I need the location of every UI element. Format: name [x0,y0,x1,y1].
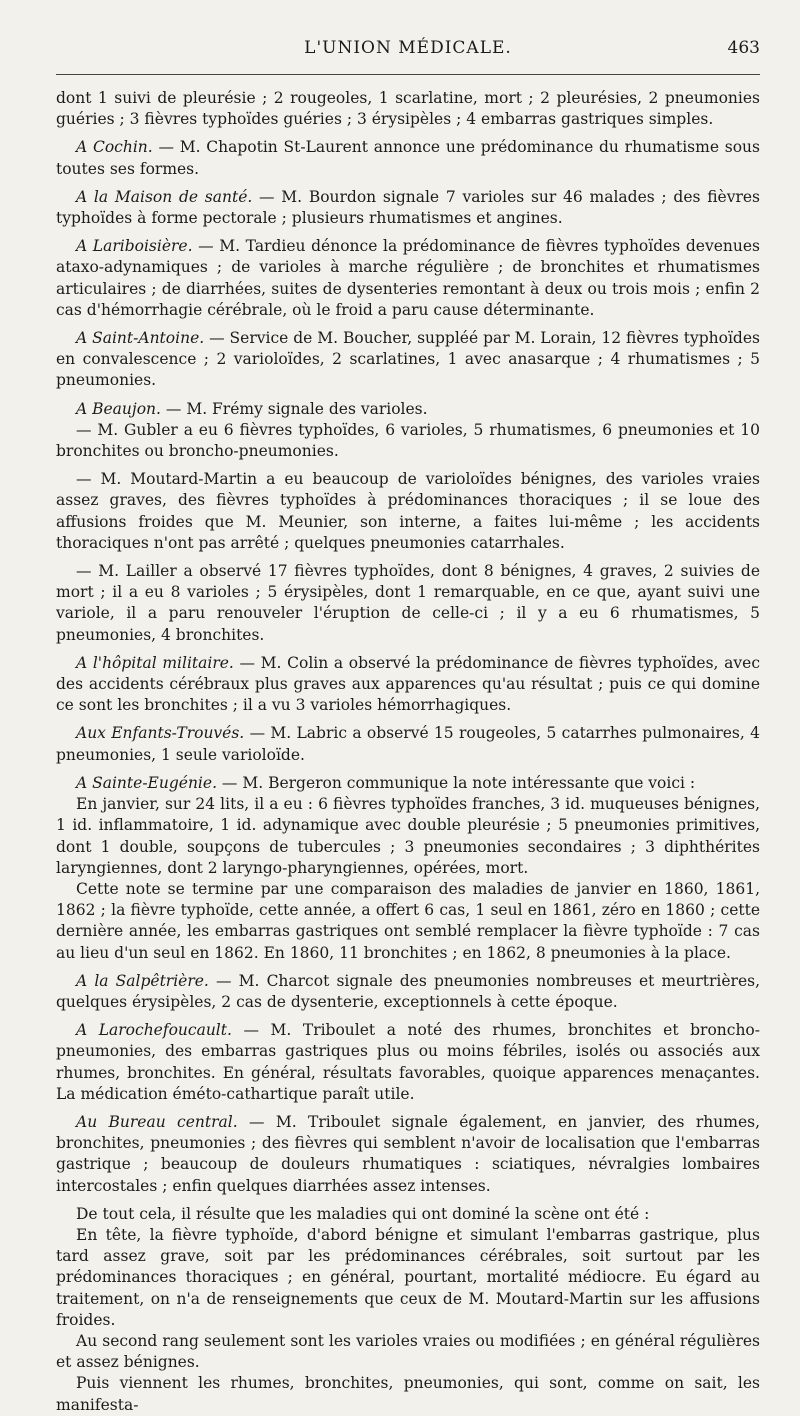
paragraph: dont 1 suivi de pleurésie ; 2 rougeoles, 1 scarlatine, mort ; 2 pleurésies, 2 pneumonies guéries ; 3 fièvres typhoïdes guéries ; 3 érysipèles ; 4 embarras gastriques simples. [56,89,760,129]
paragraph: A la Salpêtrière. — M. Charcot signale des pneumonies nombreuses et meurtrières, quelques érysipèles, 2 cas de dysenterie, exceptionnels à cette époque. [56,971,760,1011]
paragraph: En tête, la fièvre typhoïde, d'abord bénigne et simulant l'embarras gastrique, plus tard assez grave, soit par les prédominances cérébrales, soit surtout par les prédominances thoraciques ; en général, pourtant, mortalité médiocre. Eu égard au traitement, on n'a de renseignements que ceux de M. Moutard-Martin sur les affusions froides. [56,1225,760,1329]
paragraph: A Larochefoucault. — M. Triboulet a noté des rhumes, bronchites et broncho-pneumonies, des embarras gastriques plus ou moins fébriles, isolés ou associés aux rhumes, bronchites. En général, résultats favorables, quoique apparences menaçantes. La médication éméto-cathartique paraît utile. [56,1021,760,1103]
paragraph: A Lariboisière. — M. Tardieu dénonce la prédominance de fièvres typhoïdes devenues ataxo-adynamiques ; de varioles à marche régulière ; de bronchites et rhumatismes articulaires ; de diarrhées, suites de dysenteries remontant à deux ou trois mois ; enfin 2 cas d'hémorrhagie cérébrale, où le froid a paru cause déterminante. [56,237,760,319]
paragraph: A Saint-Antoine. — Service de M. Boucher, suppléé par M. Lorain, 12 fièvres typhoïdes en convalescence ; 2 varioloïdes, 2 scarlatines, 1 avec anasarque ; 4 rhumatismes ; 5 pneumonies. [56,329,760,390]
paragraph: Au Bureau central. — M. Triboulet signale également, en janvier, des rhumes, bronchites, pneumonies ; des fièvres qui semblent n'avoir de localisation que l'embarras gastrique ; beaucoup de douleurs rhumatiques : sciatiques, névralgies lombaires intercostales ; enfin quelques diarrhées assez intenses. [56,1112,760,1195]
page-header [56,38,760,68]
paragraph: Aux Enfants-Trouvés. — M. Labric a observé 15 rougeoles, 5 catarrhes pulmonaires, 4 pneumonies, 1 seule varioloïde. [56,724,760,764]
paragraph: Au second rang seulement sont les varioles vraies ou modifiées ; en général régulières et assez bénignes. [56,1331,760,1372]
paragraph: Puis viennent les rhumes, bronchites, pneumonies, qui sont, comme on sait, les manifesta- [56,1374,760,1414]
paragraph: A l'hôpital militaire. — M. Colin a observé la prédominance de fièvres typhoïdes, avec des accidents cérébraux plus graves aux apparences qu'au résultat ; puis ce qui domine ce sont les bronchites ; il a vu 3 varioles hémorrhagiques. [56,653,760,715]
paragraph: A Sainte-Eugénie. — M. Bergeron communique la note intéressante que voici : [76,773,696,792]
paragraph: A la Maison de santé. — M. Bourdon signale 7 varioles sur 46 malades ; des fièvres typhoïdes à forme pectorale ; plusieurs rhumatismes et angines. [56,187,760,228]
paragraph: — M. Moutard-Martin a eu beaucoup de varioloïdes bénignes, des varioles vraies assez graves, des fièvres typhoïdes à prédominances thoraciques ; il se loue des affusions froides que M. Meunier, son interne, a faites lui-même ; les accidents thoraciques n'ont pas arrêté ; quelques pneumonies catarrhales. [56,470,760,552]
page-number: 463 [727,38,760,58]
paragraph: En janvier, sur 24 lits, il a eu : 6 fièvres typhoïdes franches, 3 id. muqueuses bénignes, 1 id. inflammatoire, 1 id. adynamique avec double pleurésie ; 5 pneumonies primitives, dont 1 double, soupçons de tubercules ; 3 pneumonies secondaires ; 3 diphthérites laryngiennes, dont 2 laryngo-pharyngiennes, opérées, mort. [56,795,760,877]
paragraph: — M. Lailler a observé 17 fièvres typhoïdes, dont 8 bénignes, 4 graves, 2 suivies de mort ; il a eu 8 varioles ; 5 érysipèles, dont 1 remarquable, en ce que, ayant suivi une variole, il a paru renouveler l'éruption de celle-ci ; il y a eu 6 rhumatismes, 5 pneumonies, 4 bronchites. [56,562,760,644]
running-title: L'UNION MÉDICALE. [304,38,512,58]
paragraph: A Cochin. — M. Chapotin St-Laurent annonce une prédominance du rhumatisme sous toutes ses formes. [56,138,760,178]
article-body [56,88,760,1416]
header-rule [56,74,760,75]
paragraph: A Beaujon. — M. Frémy signale des varioles. [76,399,428,418]
paragraph: Cette note se termine par une comparaison des maladies de janvier en 1860, 1861, 1862 ; la fièvre typhoïde, cette année, a offert 6 cas, 1 seul en 1861, zéro en 1860 ; cette dernière année, les embarras gastriques ont semblé remplacer la fièvre typhoïde : 7 cas au lieu d'un seul en 1862. En 1860, 11 bronchites ; en 1862, 8 pneumonies à la place. [56,879,760,962]
paragraph: — M. Gubler a eu 6 fièvres typhoïdes, 6 varioles, 5 rhumatismes, 6 pneumonies et 10 bronchites ou broncho-pneumonies. [56,420,760,461]
paragraph: De tout cela, il résulte que les maladies qui ont dominé la scène ont été : [76,1204,650,1223]
